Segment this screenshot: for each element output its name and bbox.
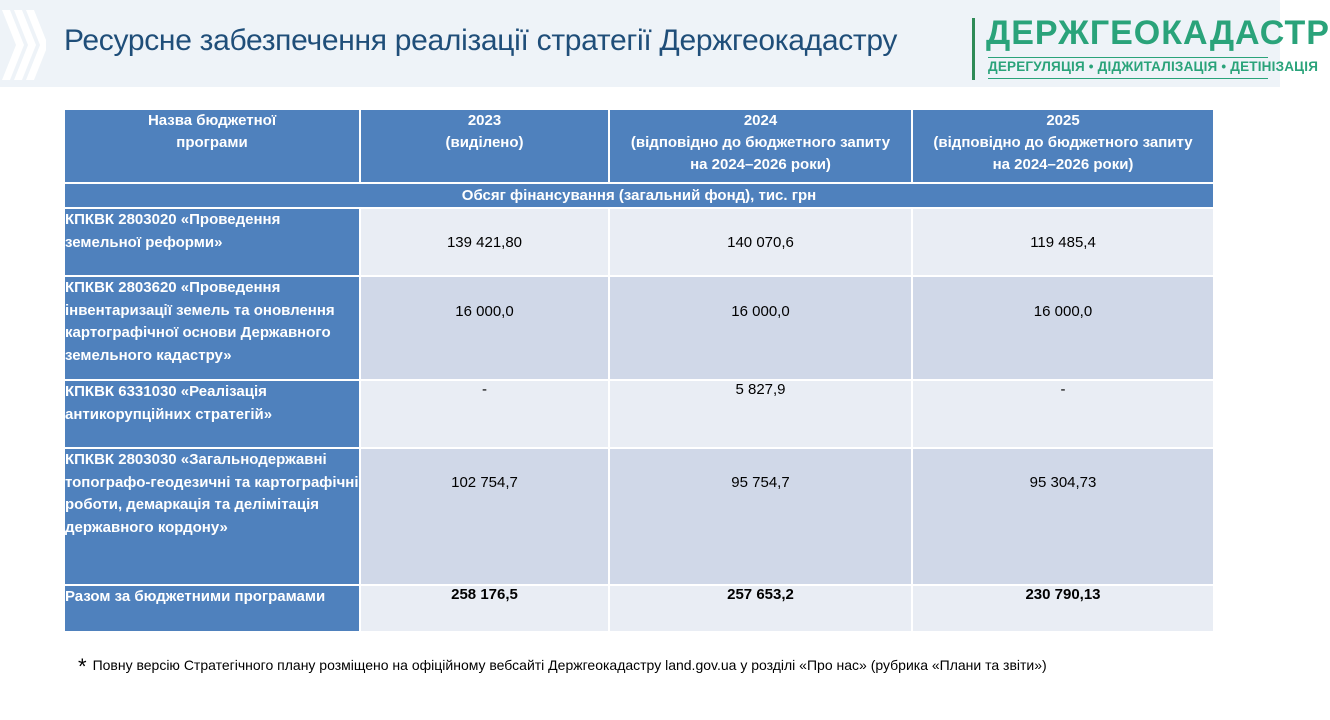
value-2024: 5 827,9 [609, 380, 912, 448]
total-row [64, 585, 1214, 632]
value-2025: 16 000,0 [912, 276, 1214, 380]
table-row [64, 380, 1214, 448]
value-2023: 139 421,80 [360, 208, 609, 276]
header-2024: 2024 (відповідно до бюджетного запиту на 2024–2026 роки) [609, 109, 912, 183]
program-name: КПКВК 2803030 «Загальнодержавні топографо-геодезичні та картографічні роботи, демаркація та делімітація державного кордону» [64, 448, 360, 585]
value-2023: 102 754,7 [360, 448, 609, 585]
logo-bar [972, 18, 975, 80]
value-2025: 119 485,4 [912, 208, 1214, 276]
total-2025: 230 790,13 [912, 585, 1214, 632]
value-2023: 16 000,0 [360, 276, 609, 380]
logo-name: ДЕРЖГЕОКАДАСТР [986, 14, 1330, 52]
logo [972, 12, 1330, 82]
logo-divider [988, 57, 1268, 58]
header-program-name: Назва бюджетної програми [64, 109, 360, 183]
total-label: Разом за бюджетними програмами [64, 585, 360, 632]
section-label: Обсяг фінансування (загальний фонд), тис. грн [64, 183, 1214, 208]
footnote-star: * [78, 654, 87, 679]
header-2023: 2023 (виділено) [360, 109, 609, 183]
total-2023: 258 176,5 [360, 585, 609, 632]
value-2025: 95 304,73 [912, 448, 1214, 585]
value-2024: 140 070,6 [609, 208, 912, 276]
header-2025: 2025 (відповідно до бюджетного запиту на 2024–2026 роки) [912, 109, 1214, 183]
logo-tagline: ДЕРЕГУЛЯЦІЯ • ДІДЖИТАЛІЗАЦІЯ • ДЕТІНІЗАЦІЯ [988, 59, 1319, 74]
table-row [64, 208, 1214, 276]
chevron-right-icon [0, 10, 46, 80]
total-2024: 257 653,2 [609, 585, 912, 632]
footnote-text: Повну версію Стратегічного плану розміщено на офіційному вебсайті Держгеокадастру land.gov.ua у розділі «Про нас» (рубрика «Плани та звіти») [92, 657, 1047, 673]
table-row [64, 276, 1214, 380]
program-name: КПКВК 6331030 «Реалізація антикорупційних стратегій» [64, 380, 360, 448]
page-title: Ресурсне забезпечення реалізації стратегії Держгеокадастру [64, 24, 898, 57]
value-2024: 16 000,0 [609, 276, 912, 380]
section-row [64, 183, 1214, 208]
value-2023: - [360, 380, 609, 448]
table-row [64, 448, 1214, 585]
logo-divider [988, 78, 1268, 79]
footnote [78, 654, 1047, 680]
program-name: КПКВК 2803020 «Проведення земельної реформи» [64, 208, 360, 276]
table-header-row [64, 109, 1214, 183]
header-band [0, 0, 1330, 87]
budget-table [63, 108, 1215, 633]
value-2025: - [912, 380, 1214, 448]
value-2024: 95 754,7 [609, 448, 912, 585]
program-name: КПКВК 2803620 «Проведення інвентаризації земель та оновлення картографічної основи Державного земельного кадастру» [64, 276, 360, 380]
